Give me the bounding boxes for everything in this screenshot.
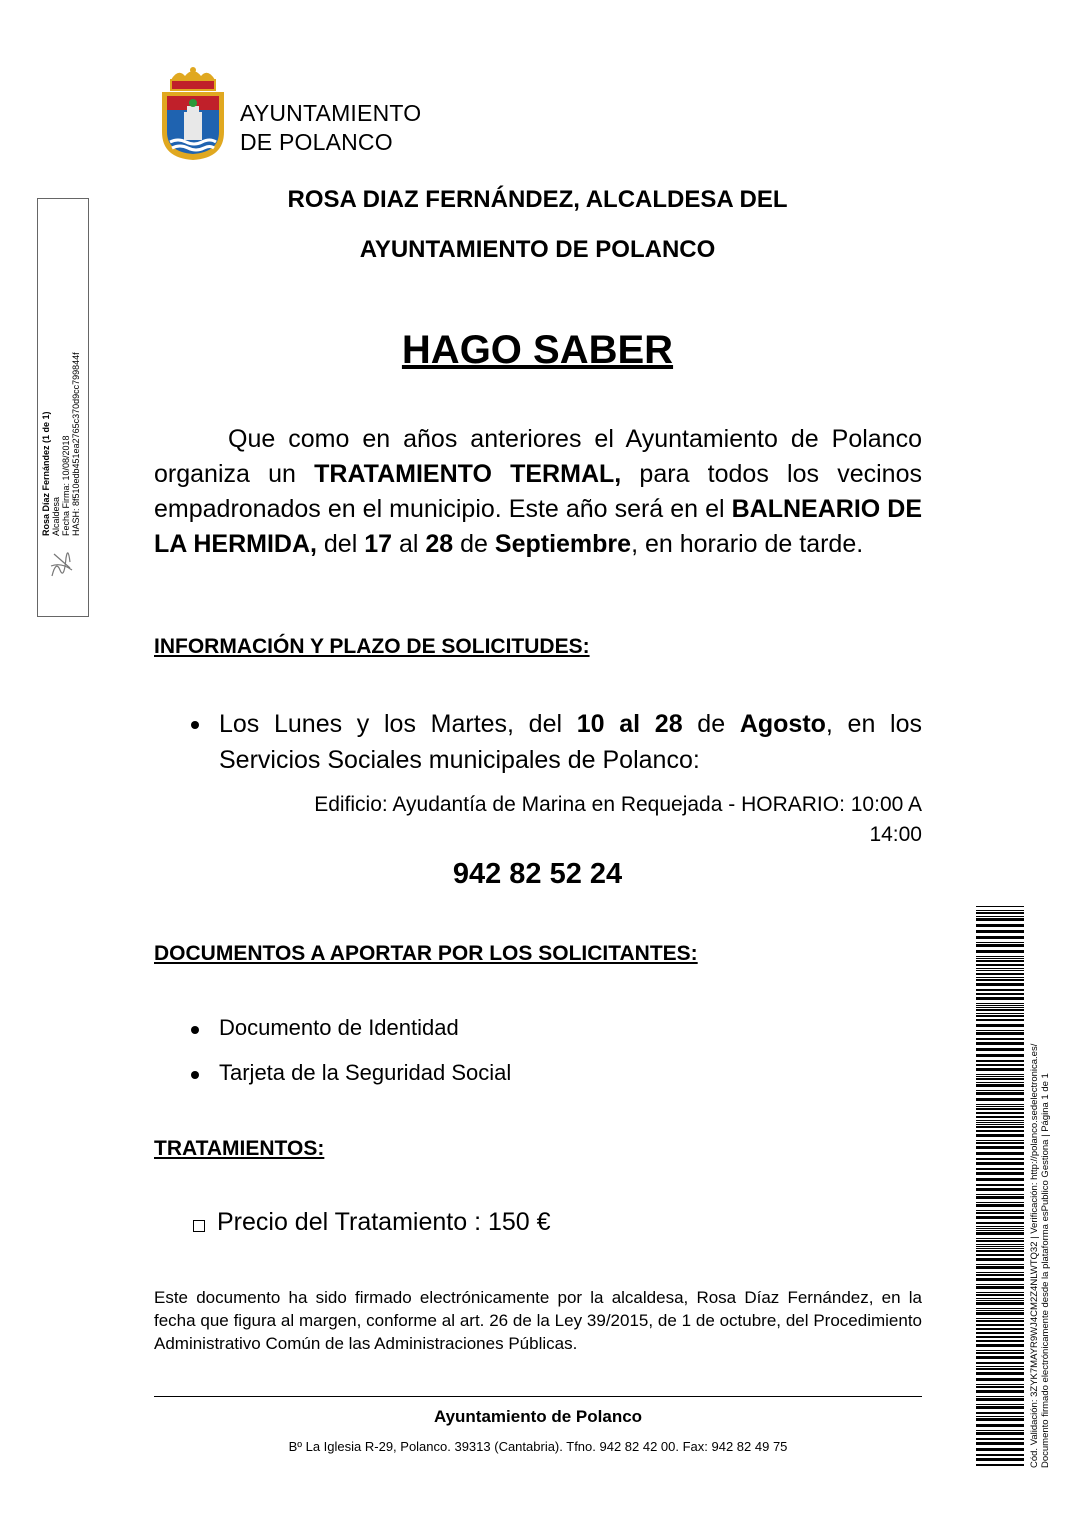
intro-bold: Septiembre [494,530,632,558]
main-heading: HAGO SABER [401,328,674,372]
info-text: de [682,710,740,738]
signer-role: Alcaldesa [51,496,61,536]
venue-line1: Edificio: Ayudantía de Marina en Requejada - HORARIO: 10:00 A [314,793,922,816]
intro-bold: 17 [364,530,393,558]
issuer-title-line2: AYUNTAMIENTO DE POLANCO [359,236,716,263]
intro-paragraph [154,422,922,562]
info-text: , en los Servicios Sociales municipales de Polanco: [219,710,923,774]
org-name-line2: DE POLANCO [240,129,393,155]
signature-hash: HASH: 8f510edb451ea2765c370d9cc799844f [71,352,81,536]
validation-code: Cód. Validación: 3ZYK7MAYR9WJ4CM2Z4NLWTQ32 | Verificación: http://polanco.sedelectronica.es/ [1029,1043,1040,1468]
intro-text: al [392,530,426,558]
treatment-price: Precio del Tratamiento : 150 € [217,1208,551,1236]
signer-name: Rosa Díaz Fernández (1 de 1) [41,411,51,536]
coat-of-arms-icon [158,66,228,162]
treatments-section-heading: TRATAMIENTOS: [154,1137,325,1160]
venue-line2: 14:00 [869,823,922,846]
header-logo [158,66,458,162]
intro-bold: TRATAMIENTO TERMAL, [314,460,622,488]
list-item: Documento de Identidad [219,1015,459,1040]
footer-org-name: Ayuntamiento de Polanco [433,1407,643,1426]
intro-bold: BALNEARIO DE LA HERMIDA, [154,495,922,558]
info-text: Los Lunes y los Martes, del [219,710,577,738]
intro-text: para todos los vecinos empadronados en el municipio. Este año será en el [154,460,922,523]
list-item: Tarjeta de la Seguridad Social [219,1060,512,1085]
signature-date: Fecha Firma: 10/08/2018 [61,435,71,536]
bullet-icon [191,1071,199,1079]
signature-details [38,216,88,536]
intro-text: Que como en años anteriores el Ayuntamiento de Polanco organiza un [154,425,922,488]
intro-text: del [316,530,365,558]
checkbox-icon [193,1220,205,1232]
footer-divider [154,1396,922,1397]
footer-address: Bº La Iglesia R-29, Polanco. 39313 (Cantabria). Tfno. 942 82 42 00. Fax: 942 82 49 75 [288,1439,788,1454]
info-bold: Agosto [739,710,826,738]
intro-text: , en horario de tarde. [631,530,864,558]
info-bold: 10 al 28 [576,710,683,738]
org-name-line1: AYUNTAMIENTO [240,100,422,126]
venue-info [180,790,922,850]
bullet-icon [191,1026,199,1034]
documents-section-heading: DOCUMENTOS A APORTAR POR LOS SOLICITANTES: [154,942,698,965]
phone-number: 942 82 52 24 [452,858,623,890]
signature-note: Este documento ha sido firmado electrónicamente por la alcaldesa, Rosa Díaz Fernández, en la fecha que figura al margen, conforme al art. 26 de la Ley 39/2015, de 1 de octubre, del Procedimiento Administrativo Común de las Administraciones Públicas. [154,1288,922,1353]
platform-note: Documento firmado electrónicamente desde la plataforma esPublico Gestiona | Página 1 de 1 [1040,1073,1051,1468]
verification-details [1027,908,1057,1468]
issuer-title-line1: ROSA DIAZ FERNÁNDEZ, ALCALDESA DEL [287,186,788,213]
info-bullet-item [219,706,922,778]
info-section-heading: INFORMACIÓN Y PLAZO DE SOLICITUDES: [154,635,590,658]
handwritten-signature-icon [46,540,76,582]
intro-bold: 28 [425,530,454,558]
barcode-icon [976,906,1024,1466]
intro-text: de [453,530,495,558]
bullet-icon [191,721,199,729]
